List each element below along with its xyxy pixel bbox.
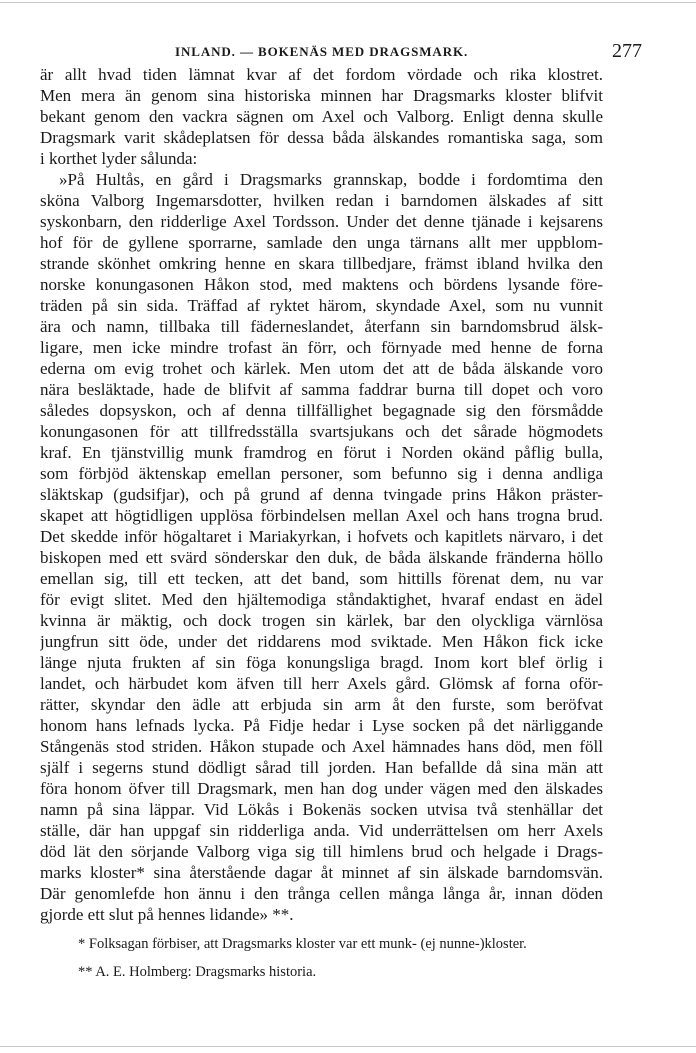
text-line: hof för de gyllene sporrarne, samlade den unga tärnans allt mer uppblom-	[40, 233, 603, 252]
text-line: Där genomlefde hon ännu i den trånga cellen många långa år, innan döden	[40, 884, 603, 903]
text-line: emellan sig, till ett tecken, att det band, som hittills förenat dem, nu var	[40, 569, 603, 588]
footnote: ** A. E. Holmberg: Dragsmarks historia.	[78, 964, 317, 980]
text-line: jungfrun sitt öde, under det riddarens mod sviktade. Men Håkon fick icke	[40, 632, 603, 651]
scan-edge-top	[0, 2, 696, 3]
text-line: sköna Valborg Ingemarsdotter, hvilken redan i barndomen älskades af sitt	[40, 191, 603, 210]
footnotes	[40, 934, 603, 990]
text-line: nära besläktade, hade de blifvit af samma faddrar burna till dopet och voro	[40, 380, 603, 399]
running-head: INLAND. — BOKENÄS MED DRAGSMARK.	[175, 44, 469, 59]
text-line: föra honom öfver till Dragsmark, men han dog under vägen med den älskades	[40, 779, 603, 798]
text-line: syskonbarn, den ridderlige Axel Tordsson. Under det denne tjänade i kejsarens	[40, 212, 603, 231]
text-line: honom hans lefnads lycka. På Fidje hedar i Lyse socken på det närliggande	[40, 716, 603, 735]
text-line: konungasonen för att tillfredsställa svartsjukans och det sårade högmodets	[40, 422, 603, 441]
text-line: är allt hvad tiden lämnat kvar af det fordom vördade och rika klostret.	[40, 65, 603, 84]
text-line: således dopsyskon, och af denna tillfällighet begagnade sig den försmådde	[40, 401, 603, 420]
text-line: namn på sina läppar. Vid Lökås i Bokenäs socken utvisa två stenhällar det	[40, 800, 603, 819]
text-line: släktskap (gudsifjar), och på grund af denna tvingade prins Håkon präster-	[40, 485, 603, 504]
text-line: Stångenäs stod striden. Håkon stupade och Axel hämnades hans död, men föll	[40, 737, 603, 756]
text-line: död lät den sörjande Valborg viga sig till himlens brud och helgade i Drags-	[40, 842, 603, 861]
text-line: ära och namn, tillbaka till fäderneslandet, återfann sin barndomsbrud älsk-	[40, 317, 603, 336]
text-line: Det skedde inför högaltaret i Mariakyrkan, i hofvets och kapitlets närvaro, i det	[40, 527, 603, 546]
text-line: biskopen med ett svärd sönderskar den duk, de båda älskande fränderna höllo	[40, 548, 603, 567]
text-line: som förbjöd äktenskap emellan personer, som befunno sig i denna andliga	[40, 464, 603, 483]
text-line: för evigt slitet. Med den hjältemodiga ståndaktighet, hvaraf endast en ädel	[40, 590, 603, 609]
text-line: »På Hultås, en gård i Dragsmarks grannskap, bodde i fordomtima den	[59, 170, 603, 189]
text-line: ligare, men icke mindre trofast än förr, och förnyade med henne de forna	[40, 338, 603, 357]
text-line: ställe, där han uppgaf sin ridderliga anda. Vid underrättelsen om herr Axels	[40, 821, 603, 840]
text-line: marks kloster* sina återstående dagar åt minnet af sin älskade barndomsvän.	[40, 863, 603, 882]
text-line: ederna om evig trohet och kärlek. Men utom det att de båda älskande voro	[40, 359, 603, 378]
text-line: rätter, skyndar den ädle att erbjuda sin arm åt den furste, som beröfvat	[40, 695, 603, 714]
text-line: landet, och härbudet kom äfven till herr Axels gård. Glömsk af forna oför-	[40, 674, 603, 693]
text-line: i korthet lyder sålunda:	[40, 149, 198, 168]
text-line: bekant genom den vackra sägnen om Axel och Valborg. Enligt denna skulle	[40, 107, 603, 126]
text-line: Men mera än genom sina historiska minnen har Dragsmarks kloster blifvit	[40, 86, 603, 105]
text-line: kraf. En tjänstvillig munk framdrog en förut i Norden okänd påflig bulla,	[40, 443, 603, 462]
text-line: kvinna är mäktig, och dock trogen sin kärlek, bar den olyckliga värnlösa	[40, 611, 603, 630]
page-header	[40, 40, 660, 66]
text-line: länge njuta frukten af sin föga konungsliga bragd. Inom kort blef örlig i	[40, 653, 603, 672]
text-line: strande skönhet omkring henne en skara tillbedjare, främst ibland hvilka den	[40, 254, 603, 273]
text-line: träden på sin sida. Träffad af ryktet härom, skyndade Axel, som nu vunnit	[40, 296, 603, 315]
text-line: Dragsmark varit skådeplatsen för dessa båda älskandes romantiska saga, som	[40, 128, 603, 147]
text-line: själf i segerns stund dödligt sårad till jorden. Han befallde då sina män att	[40, 758, 603, 777]
text-line: skapet att högtidligen upplösa förbindelsen mellan Axel och hans trogna brud.	[40, 506, 603, 525]
footnote: * Folksagan förbiser, att Dragsmarks kloster var ett munk- (ej nunne-)kloster.	[78, 936, 527, 952]
body-text	[40, 64, 603, 925]
page-number: 277	[612, 40, 642, 62]
scan-edge-bottom	[0, 1046, 696, 1047]
text-line: norske konungasonen Håkon stod, med maktens och bördens lysande före-	[40, 275, 603, 294]
text-line: gjorde ett slut på hennes lidande» **.	[40, 905, 294, 924]
